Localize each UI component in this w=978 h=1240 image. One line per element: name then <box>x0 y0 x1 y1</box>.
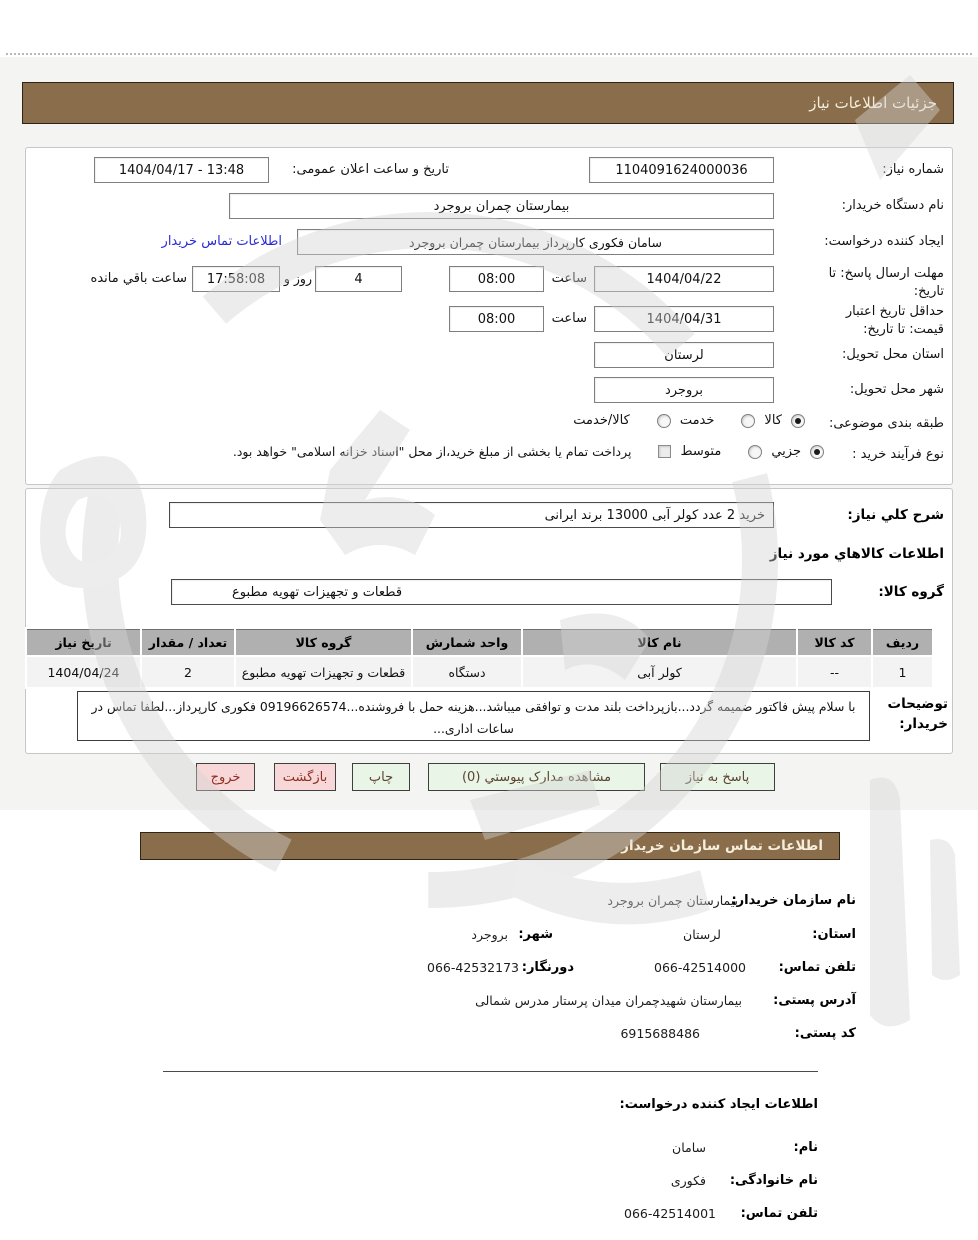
goods-cell-code: -- <box>798 657 871 687</box>
reply-deadline-hour-label: ساعت <box>551 271 587 286</box>
section-header-buyer-contact <box>140 832 840 860</box>
goods-cell-name: کولر آبی <box>523 657 796 687</box>
province-value: لرستان <box>683 927 721 942</box>
first-name-value: سامان <box>672 1140 706 1155</box>
remaining-suffix-label: ساعت باقي مانده <box>90 271 187 286</box>
category-radio-goods-service[interactable] <box>657 414 671 428</box>
address-label: آدرس پستی: <box>773 993 856 1008</box>
delivery-city-field[interactable]: بروجرد <box>594 377 774 403</box>
org-name-value: بیمارستان چمران بروجرد <box>607 893 738 908</box>
contact-row-phone-fax <box>0 960 978 980</box>
goods-cell-qty: 2 <box>142 657 234 687</box>
contact-row-address <box>0 993 978 1013</box>
request-creator-label: ایجاد کننده درخواست: <box>824 234 944 249</box>
goods-table <box>25 627 934 689</box>
reply-to-need-button[interactable]: پاسخ به نیاز <box>660 763 775 791</box>
category-option-goods-service-label: کالا/خدمت <box>573 413 630 428</box>
need-number-label: شماره نیاز: <box>882 162 944 177</box>
goods-group-field[interactable]: قطعات و تجهیزات تهویه مطبوع <box>171 579 832 605</box>
remaining-time-field[interactable]: 17:58:08 <box>192 266 280 292</box>
category-option-goods-label: کالا <box>764 413 782 428</box>
creator-info-heading: اطلاعات ایجاد کننده درخواست: <box>619 1097 818 1112</box>
creator-row-firstname <box>0 1140 978 1160</box>
purchase-type-minor-label: جزيي <box>771 444 801 459</box>
delivery-city-label: شهر محل تحویل: <box>849 382 944 397</box>
contact-row-postal <box>0 1026 978 1046</box>
last-name-label: نام خانوادگی: <box>729 1173 818 1188</box>
category-option-service-label: خدمت <box>679 413 715 428</box>
creator-heading-row <box>0 1097 978 1117</box>
top-dotted-divider <box>6 53 972 55</box>
reply-deadline-label: مهلت ارسال پاسخ: تا تاریخ: <box>828 266 944 299</box>
reply-deadline-time-field[interactable]: 08:00 <box>449 266 544 292</box>
price-validity-label: حداقل تاریخ اعتبار قیمت: تا تاریخ: <box>845 304 944 337</box>
fax-value: 066-42532173 <box>427 960 519 975</box>
org-name-label: نام سازمان خریدار: <box>731 893 856 908</box>
category-radio-goods[interactable] <box>791 414 805 428</box>
goods-cell-unit: دستگاه <box>413 657 521 687</box>
need-number-field[interactable]: 1104091624000036 <box>589 157 774 183</box>
goods-col-group: گروه کالا <box>236 629 411 655</box>
purchase-type-radio-minor[interactable] <box>810 445 824 459</box>
goods-col-unit: واحد شمارش <box>413 629 521 655</box>
goods-col-qty: تعداد / مقدار <box>142 629 234 655</box>
province-label: استان: <box>812 927 856 942</box>
delivery-province-field[interactable]: لرستان <box>594 342 774 368</box>
goods-cell-needdate: 1404/04/24 <box>27 657 140 687</box>
buyer-org-label: نام دستگاه خریدار: <box>841 198 944 213</box>
days-and-label: روز و <box>283 271 312 286</box>
phone-label: تلفن تماس: <box>778 960 856 975</box>
goods-col-name: نام کالا <box>523 629 796 655</box>
treasury-checkbox-label: پرداخت تمام یا بخشی از مبلغ خرید،از محل "اسناد خزانه اسلامی" خواهد بود. <box>232 444 632 459</box>
reply-deadline-date-field[interactable]: 1404/04/22 <box>594 266 774 292</box>
first-name-label: نام: <box>793 1140 818 1155</box>
purchase-type-radio-medium[interactable] <box>748 445 762 459</box>
section-header-need-details <box>22 82 954 124</box>
announce-datetime-label: تاریخ و ساعت اعلان عمومی: <box>292 162 449 177</box>
goods-cell-row: 1 <box>873 657 932 687</box>
goods-col-needdate: تاریخ نیاز <box>27 629 140 655</box>
need-info-panel <box>25 147 953 485</box>
announce-datetime-field[interactable]: 1404/04/17 - 13:48 <box>94 157 269 183</box>
treasury-checkbox[interactable] <box>658 445 671 458</box>
overall-desc-label: شرح کلي نیاز: <box>847 507 944 523</box>
creator-row-lastname <box>0 1173 978 1193</box>
contact-row-province-city <box>0 927 978 947</box>
view-attachments-button[interactable]: مشاهده مدارک پیوستي (0) <box>428 763 645 791</box>
category-label: طبقه بندی موضوعی: <box>828 416 944 431</box>
buyer-contact-title: اطلاعات تماس سازمان خریدار <box>621 838 823 854</box>
contact-row-org <box>0 893 978 913</box>
creator-phone-value: 066-42514001 <box>624 1206 716 1221</box>
category-options <box>573 413 805 428</box>
city-value: بروجرد <box>471 927 508 942</box>
purchase-type-label: نوع فرآیند خرید : <box>852 447 944 462</box>
request-creator-field[interactable]: سامان فکوری کارپرداز بیمارستان چمران بروجرد <box>297 229 774 255</box>
goods-cell-group: قطعات و تجهیزات تهویه مطبوع <box>236 657 411 687</box>
category-radio-service[interactable] <box>741 414 755 428</box>
goods-info-heading: اطلاعات کالاهاي مورد نیاز <box>769 546 944 562</box>
price-validity-time-field[interactable]: 08:00 <box>449 306 544 332</box>
city-label: شهر: <box>518 927 553 942</box>
buyer-contact-link[interactable]: اطلاعات تماس خریدار <box>161 234 282 249</box>
address-value: بیمارستان شهیدچمران میدان پرستار مدرس شمالی <box>475 993 742 1008</box>
overall-desc-field[interactable]: خرید 2 عدد کولر آبی 13000 برند ایرانی <box>169 502 774 528</box>
goods-table-header-row <box>27 629 932 655</box>
creator-phone-label: تلفن تماس: <box>740 1206 818 1221</box>
price-validity-hour-label: ساعت <box>551 311 587 326</box>
print-button[interactable]: چاپ <box>352 763 410 791</box>
exit-button[interactable]: خروج <box>196 763 255 791</box>
buyer-notes-box[interactable]: با سلام پیش فاکتور ضمیمه گردد...بازپرداخت بلند مدت و توافقی میباشد...هزینه حمل با فروشنده...09196626574 فکوری کارپرداز...لطفا تماس در ساعات اداری... <box>77 691 870 741</box>
phone-value: 066-42514000 <box>654 960 746 975</box>
goods-col-row: ردیف <box>873 629 932 655</box>
remaining-days-field[interactable]: 4 <box>315 266 402 292</box>
purchase-type-medium-label: متوسط <box>680 444 722 459</box>
section-header-title: جزئیات اطلاعات نیاز <box>809 94 937 112</box>
goods-col-code: کد کالا <box>798 629 871 655</box>
back-button[interactable]: بازگشت <box>274 763 336 791</box>
postal-code-value: 6915688486 <box>620 1026 700 1041</box>
postal-code-label: کد پستی: <box>794 1026 856 1041</box>
fax-label: دورنگار: <box>521 960 574 975</box>
section-divider <box>163 1071 818 1072</box>
last-name-value: فکوری <box>670 1173 706 1188</box>
goods-group-label: گروه کالا: <box>878 584 944 600</box>
price-validity-date-field[interactable]: 1404/04/31 <box>594 306 774 332</box>
purchase-type-options <box>233 444 824 459</box>
buyer-org-field[interactable]: بیمارستان چمران بروجرد <box>229 193 774 219</box>
buyer-notes-label: توضیحات خریدار: <box>887 696 948 733</box>
need-description-panel <box>25 488 953 754</box>
creator-row-phone <box>0 1206 978 1226</box>
goods-table-row <box>27 657 932 687</box>
delivery-province-label: استان محل تحویل: <box>842 347 944 362</box>
